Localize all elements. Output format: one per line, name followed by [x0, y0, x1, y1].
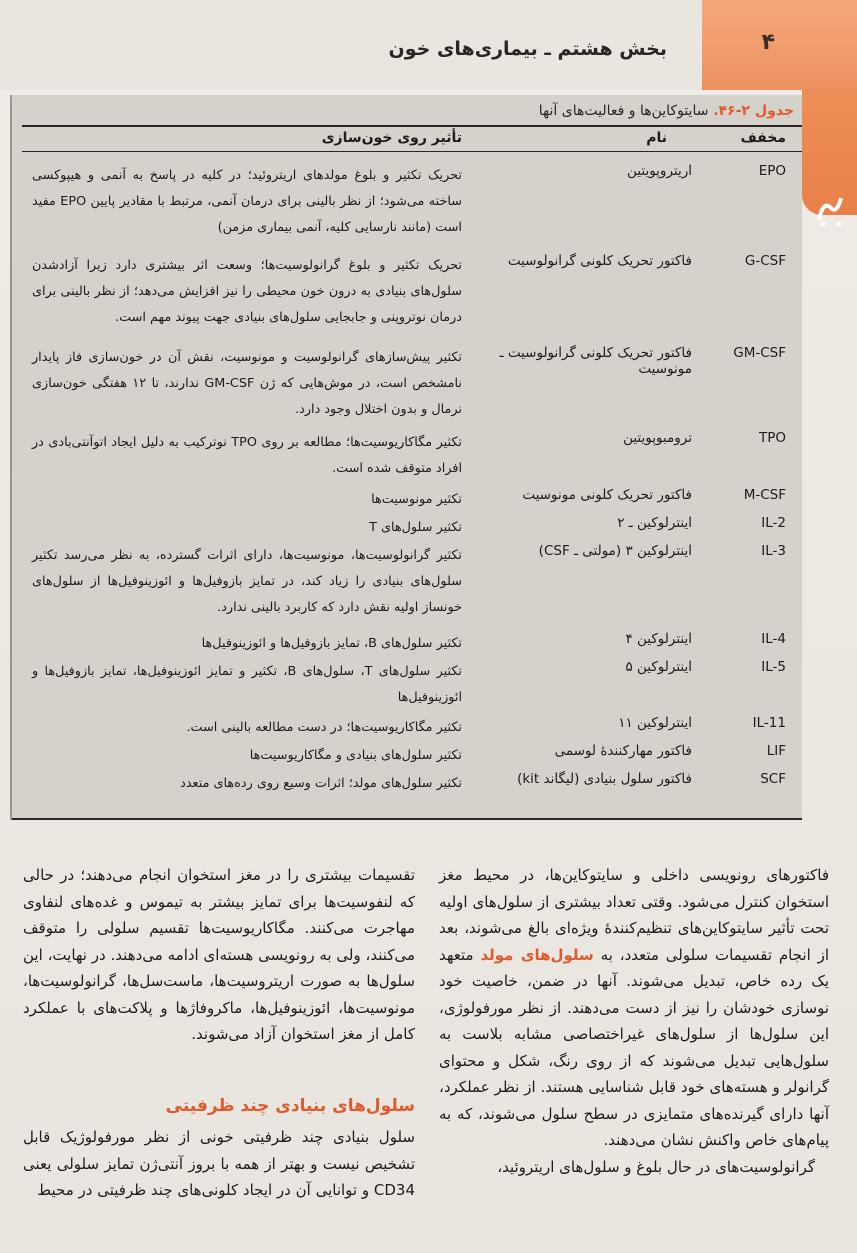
column-header-name: نام [646, 130, 667, 146]
cell-effect: تحریک تکثیر و بلوغ مولدهای اریتروئید؛ در کلیه در پاسخ به آنمی و هیپوکسی ساخته می‌شود؛ از نظر بالینی برای درمان آنمی، مرتبط با مقادیر پایین EPO مفید است (مانند نارسایی کلیه، آنمی بیماری مزمن) [32, 168, 462, 235]
table-caption-text: سایتوکاین‌ها و فعالیت‌های آنها [538, 103, 709, 119]
cell-effect: تکثیر سلول‌های بنیادی و مگاکاریوسیت‌ها [249, 748, 462, 763]
cell-effect: تکثیر پیش‌سازهای گرانولوسیت و مونوسیت، نقش آن در خون‌سازی فاز پایدار نامشخص است، در موش‌هایی که ژن GM-CSF ندارند، تا ۱۲ هفتگی خون‌سازی نرمال و بدون اختلال وجود دارد. [32, 350, 462, 417]
cell-effect: تکثیر سلول‌های T، سلول‌های B، تکثیر و تمایز ائوزینوفیل‌ها، تمایز بازوفیل‌ها و ائوزینوفیل‌ها [32, 664, 462, 705]
cell-name: فاکتور مهارکنندهٔ لوسمی [554, 743, 692, 759]
chapter-tab [702, 0, 857, 90]
cell-name: اینترلوکین ۳ (مولتی ـ CSF) [538, 543, 692, 559]
cell-abbr: IL-2 [761, 515, 786, 531]
cell-effect: تحریک تکثیر و بلوغ گرانولوسیت‌ها؛ وسعت اثر بیشتری دارد زیرا آزادشدن سلول‌های بنیادی به درون خون محیطی را نیز افزایش می‌دهد؛ از نظر بالینی برای درمان نوتروپنی و جابجایی سلول‌های بنیادی جهت پیوند مهم است. [32, 258, 462, 325]
table-top-rule [22, 125, 802, 127]
table-caption [539, 103, 794, 119]
cell-name: اینترلوکین ـ ۲ [617, 515, 692, 531]
cell-abbr: G-CSF [744, 253, 786, 269]
cell-effect: تکثیر گرانولوسیت‌ها، مونوسیت‌ها، دارای اثرات گسترده، به نظر می‌رسد تکثیر سلول‌های بنیادی را زیاد کند، در تمایز بازوفیل‌ها و ائوزینوفیل‌ها از سلول‌های خونساز اولیه نقش دارد که کاربرد بالینی ندارد. [32, 548, 462, 615]
paragraph-part: متعهد یک رده خاص، تبدیل می‌شوند. آنها در ضمن، خاصیت خود نوسازی خودشان را نیز از دست می‌دهند. از نظر مورفولوژی، این سلول‌ها از سلول‌های غیراختصاصی مشابه بلاست به سلول‌هایی تبدیل می‌شوند که از روی رنگ، شکل و محتوای گرانولر و هسته‌های خود قابل شناسایی هستند. از نظر عملکرد، آنها دارای گیرنده‌های متمایزی در سطح سلول می‌شوند، که به پیام‌های خاص واکنش نشان می‌دهند. [439, 945, 829, 1149]
column-header-effect: تأثیر روی خون‌سازی [321, 130, 462, 146]
table-bottom-rule [12, 818, 802, 820]
cell-abbr: SCF [760, 771, 786, 787]
cell-abbr: IL-3 [761, 543, 786, 559]
cell-effect: تکثیر مگاکاریوسیت‌ها؛ در دست مطالعه بالینی است. [186, 720, 462, 735]
table-caption-number: جدول ۲-۴۶. [713, 103, 794, 119]
left-column-text-2 [23, 1124, 415, 1204]
cell-abbr: EPO [758, 163, 786, 179]
cell-name: فاکتور تحریک کلونی مونوسیت [522, 487, 692, 503]
cell-name: اینترلوکین ۱۱ [618, 715, 692, 731]
cell-effect: تکثیر سلول‌های T [369, 520, 462, 535]
cytokine-table [10, 95, 802, 820]
cell-name: فاکتور تحریک کلونی گرانولوسیت ـ مونوسیت [499, 345, 692, 377]
cell-name: اینترلوکین ۴ [625, 631, 692, 647]
cell-abbr: M-CSF [743, 487, 786, 503]
paragraph: گرانولوسیت‌های در حال بلوغ و سلول‌های اریتروئید، [497, 1157, 815, 1176]
cell-abbr: TPO [758, 430, 786, 446]
section-title: سلول‌های بنیادی چند ظرفیتی [165, 1096, 415, 1116]
cell-effect: تکثیر مونوسیت‌ها [371, 492, 462, 507]
page-number: ۴ [761, 30, 775, 55]
chapter-title: بخش هشتم ـ بیماری‌های خون [388, 38, 667, 60]
cell-name: اینترلوکین ۵ [625, 659, 692, 675]
cell-name: اریتروپویتین [627, 163, 692, 179]
cell-abbr: IL-5 [761, 659, 786, 675]
cell-effect: تکثیر مگاکاریوسیت‌ها؛ مطالعه بر روی TPO نوترکیب به دلیل ایجاد اتوآنتی‌بادی در افراد متوقف شده است. [32, 435, 462, 476]
cell-abbr: GM-CSF [733, 345, 786, 361]
paragraph: تقسیمات بیشتری را در مغز استخوان انجام می‌دهند؛ در حالی که لنفوسیت‌ها برای تمایز بیشتر به تیموس و غده‌های لنفاوی مهاجرت می‌کنند. مگاکاریوسیت‌ها تقسیم سلولی را متوقف می‌کنند، ولی به رونویسی هسته‌ای ادامه می‌دهند. در نهایت، این سلول‌ها به صورت اریتروسیت‌ها، ماست‌سل‌ها، گرانولوسیت‌ها، مونوسیت‌ها، ائوزینوفیل‌ها، ماکروفاژها و پلاکت‌های با عملکرد کامل از مغز استخوان آزاد می‌شوند. [23, 866, 415, 1043]
paragraph-part: فاکتورهای رونویسی داخلی و سایتوکاین‌ها، در محیط مغز استخوان کنترل می‌شود. وقتی تعداد بیشتری از سلول‌های اولیه تحت تأثیر سایتوکاین‌های تنظیم‌کنندهٔ ویژه‌ای بالغ می‌شوند، بعد از انجام تقسیمات سلولی متعدد، به [439, 866, 829, 964]
paragraph: سلول بنیادی چند ظرفیتی خونی از نظر مورفولوژیک قابل تشخیص نیست و بهتر از همه با بروز آنتی‌ژن تمایز سلولی یعنی CD34 و توانایی آن در ایجاد کلونی‌های چند ظرفیتی در محیط [23, 1128, 415, 1199]
side-tab [802, 90, 857, 215]
table-header-rule [22, 151, 802, 152]
cell-abbr: IL-4 [761, 631, 786, 647]
cell-name: ترومبوپویتین [623, 430, 692, 446]
cell-name: فاکتور تحریک کلونی گرانولوسیت [507, 253, 692, 269]
cell-effect: تکثیر سلول‌های B، تمایز بازوفیل‌ها و ائوزینوفیل‌ها [201, 636, 462, 651]
column-header-abbr: مخفف [740, 130, 786, 146]
highlighted-term: سلول‌های مولد [480, 945, 594, 964]
publisher-logo-icon [813, 190, 849, 230]
cell-abbr: LIF [766, 743, 786, 759]
right-column-text [439, 862, 829, 1180]
left-column-text [23, 862, 415, 1048]
cell-effect: تکثیر سلول‌های مولد؛ اثرات وسیع روی رده‌های متعدد [180, 776, 462, 791]
cell-abbr: IL-11 [752, 715, 786, 731]
cell-name: فاکتور سلول بنیادی (لیگاند kit) [517, 771, 692, 787]
